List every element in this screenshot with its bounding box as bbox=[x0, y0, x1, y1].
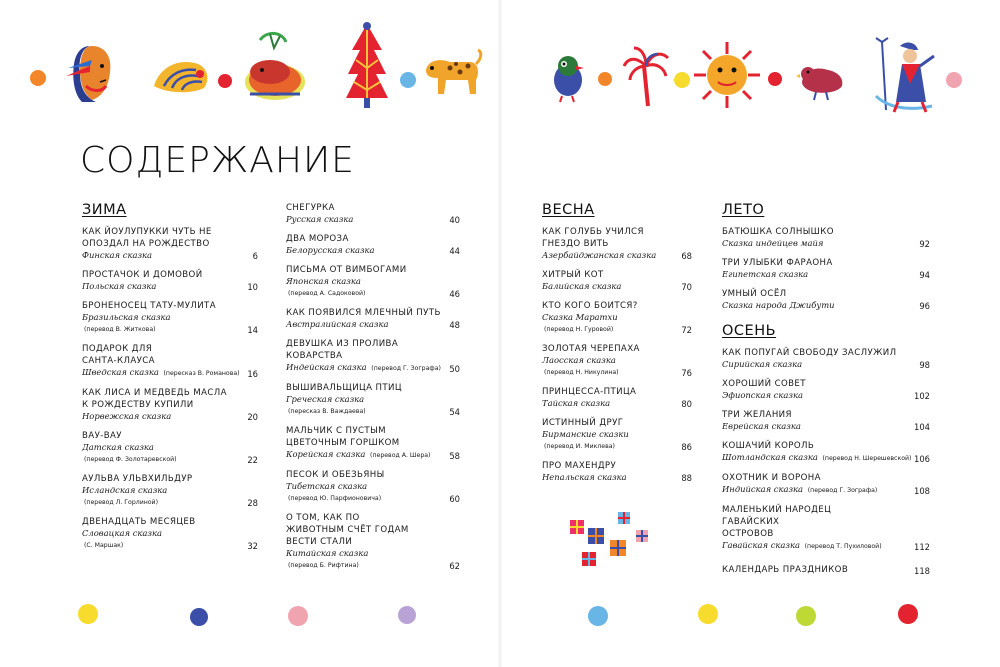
paint-dot bbox=[398, 606, 416, 624]
entry-translator: (перевод А. Садоковой) bbox=[288, 290, 366, 297]
entry-subtitle: Сказка Маратхи bbox=[542, 312, 618, 322]
entry-page: 22 bbox=[247, 455, 258, 465]
entry-title: ПРОСТАЧОК И ДОМОВОЙ bbox=[82, 270, 203, 280]
paint-dot bbox=[946, 72, 962, 88]
entry-subtitle: Тайская сказка bbox=[542, 398, 611, 408]
paint-dot bbox=[78, 604, 98, 624]
toc-entry[interactable] bbox=[82, 343, 258, 379]
entry-subtitle: Бирманские сказки bbox=[542, 429, 629, 439]
entry-page: 46 bbox=[449, 289, 460, 299]
entry-title: ВАУ-ВАУ bbox=[82, 431, 122, 441]
toc-entry[interactable] bbox=[722, 564, 930, 576]
toc-entry[interactable] bbox=[82, 226, 258, 261]
entry-title: КОШАЧИЙ КОРОЛЬ bbox=[722, 441, 815, 451]
paint-dot bbox=[698, 604, 718, 624]
red-tree-illustration bbox=[344, 20, 390, 112]
entry-subtitle: Эфиопская сказка bbox=[722, 390, 803, 400]
entry-subtitle: Сказка народа Джибути bbox=[722, 300, 835, 310]
entry-page: 16 bbox=[247, 369, 258, 379]
paint-dot bbox=[588, 606, 608, 626]
entry-title: УМНЫЙ ОСЁЛ bbox=[722, 289, 787, 299]
entry-page: 60 bbox=[449, 494, 460, 504]
entry-title: БРОНЕНОСЕЦ ТАТУ-МУЛИТА bbox=[82, 301, 216, 311]
toc-entry[interactable] bbox=[286, 307, 460, 330]
entry-page: 72 bbox=[681, 325, 692, 335]
entry-page: 14 bbox=[247, 325, 258, 335]
toc-column-2 bbox=[286, 202, 460, 579]
entry-page: 98 bbox=[919, 360, 930, 370]
entry-subtitle: Греческая сказка bbox=[286, 394, 365, 404]
entry-translator: (пересказ В. Романова) bbox=[163, 370, 240, 377]
section-heading-summer: ЛЕТО bbox=[722, 202, 765, 218]
entry-page: 96 bbox=[919, 301, 930, 311]
entry-page: 62 bbox=[449, 561, 460, 571]
entry-subtitle: Непальская сказка bbox=[542, 472, 627, 482]
entry-subtitle: Словацкая сказка bbox=[82, 528, 162, 538]
toc-entry[interactable] bbox=[542, 300, 692, 335]
paint-dot bbox=[898, 604, 918, 624]
page-gutter bbox=[497, 0, 503, 667]
toc-entry[interactable] bbox=[542, 386, 692, 409]
entry-subtitle: Индейская сказка bbox=[286, 362, 367, 372]
entry-subtitle: Японская сказка bbox=[286, 276, 361, 286]
entry-title: ДВА МОРОЗА bbox=[286, 234, 349, 244]
paint-dot bbox=[400, 72, 416, 88]
entry-title: КАК ЛИСА И МЕДВЕДЬ МАСЛА К РОЖДЕСТВУ КУПИЛИ bbox=[82, 388, 227, 410]
entry-page: 88 bbox=[681, 473, 692, 483]
toc-entry[interactable] bbox=[722, 257, 930, 280]
toc-entry[interactable] bbox=[82, 300, 258, 335]
toc-entry[interactable] bbox=[722, 504, 930, 552]
toc-entry[interactable] bbox=[722, 347, 930, 370]
native-head-illustration bbox=[62, 40, 124, 106]
entry-subtitle: Азербайджанская сказка bbox=[542, 250, 657, 260]
entry-subtitle: Датская сказка bbox=[82, 442, 154, 452]
entry-page: 68 bbox=[681, 251, 692, 261]
paint-dot bbox=[674, 72, 690, 88]
entry-subtitle: Тибетская сказка bbox=[286, 481, 368, 491]
entry-title: КАК ПОЯВИЛСЯ МЛЕЧНЫЙ ПУТЬ bbox=[286, 308, 441, 318]
toc-entry[interactable] bbox=[286, 264, 460, 299]
entry-title: ОХОТНИК И ВОРОНА bbox=[722, 473, 821, 483]
toc-entry[interactable] bbox=[542, 343, 692, 378]
toc-entry[interactable] bbox=[82, 473, 258, 508]
entry-title: ХИТРЫЙ КОТ bbox=[542, 270, 604, 280]
entry-subtitle: Еврейская сказка bbox=[722, 421, 801, 431]
toc-entry[interactable] bbox=[542, 460, 692, 483]
entry-subtitle: Гавайская сказка bbox=[722, 540, 800, 550]
entry-page: 20 bbox=[247, 412, 258, 422]
entry-page: 44 bbox=[449, 246, 460, 256]
entry-subtitle: Норвежская сказка bbox=[82, 411, 172, 421]
entry-page: 92 bbox=[919, 239, 930, 249]
entry-title: ПРО МАХЕНДРУ bbox=[542, 461, 617, 471]
toc-entry[interactable] bbox=[722, 226, 930, 249]
toc-entry[interactable] bbox=[82, 430, 258, 465]
entry-subtitle: Белорусская сказка bbox=[286, 245, 375, 255]
palm-tree-illustration bbox=[622, 44, 670, 108]
entry-subtitle: Исландская сказка bbox=[82, 485, 168, 495]
entry-translator: (перевод Ф. Золотаревской) bbox=[84, 456, 177, 463]
toc-entry[interactable] bbox=[542, 417, 692, 452]
entry-subtitle: Шотландская сказка bbox=[722, 452, 818, 462]
toc-entry[interactable] bbox=[286, 338, 460, 374]
entry-subtitle: Китайская сказка bbox=[286, 548, 369, 558]
toc-entry[interactable] bbox=[286, 512, 460, 571]
entry-page: 112 bbox=[914, 542, 930, 552]
entry-page: 50 bbox=[449, 364, 460, 374]
entry-title: ТРИ УЛЫБКИ ФАРАОНА bbox=[722, 258, 833, 268]
entry-translator: (перевод Н. Гуровой) bbox=[544, 326, 614, 333]
gift-boxes-illustration bbox=[566, 508, 652, 574]
entry-subtitle: Польская сказка bbox=[82, 281, 157, 291]
toc-entry[interactable] bbox=[82, 387, 258, 422]
entry-title: О ТОМ, КАК ПО ЖИВОТНЫМ СЧЁТ ГОДАМ ВЕСТИ СТАЛИ bbox=[286, 513, 409, 547]
toc-entry[interactable] bbox=[286, 202, 460, 225]
entry-page: 80 bbox=[681, 399, 692, 409]
entry-title: КАК ГОЛУБЬ УЧИЛСЯ ГНЕЗДО ВИТЬ bbox=[542, 227, 644, 249]
entry-translator: (перевод Н. Шерешевской) bbox=[822, 455, 912, 462]
toc-entry[interactable] bbox=[82, 269, 258, 292]
leopard-illustration bbox=[420, 48, 484, 98]
entry-title: ПОДАРОК ДЛЯ САНТА-КЛАУСА bbox=[82, 344, 155, 366]
wizard-illustration bbox=[872, 36, 938, 116]
seashell-illustration bbox=[150, 56, 212, 96]
entry-translator: (перевод А. Шера) bbox=[370, 452, 431, 459]
toc-entry[interactable] bbox=[722, 409, 930, 432]
entry-translator: (перевод Т. Пухиловой) bbox=[804, 543, 882, 550]
entry-title: ЗОЛОТАЯ ЧЕРЕПАХА bbox=[542, 344, 640, 354]
entry-translator: (пересказ В. Важдаева) bbox=[288, 408, 366, 415]
entry-translator: (перевод Б. Рифтина) bbox=[288, 562, 359, 569]
entry-translator: (перевод И. Миклева) bbox=[544, 443, 615, 450]
entry-subtitle: Египетская сказка bbox=[722, 269, 809, 279]
toc-entry[interactable] bbox=[286, 469, 460, 504]
entry-title: ХОРОШИЙ СОВЕТ bbox=[722, 379, 806, 389]
section-heading-autumn: ОСЕНЬ bbox=[722, 323, 777, 339]
entry-title: ПРИНЦЕССА-ПТИЦА bbox=[542, 387, 637, 397]
entry-page: 108 bbox=[914, 486, 930, 496]
toc-column-3 bbox=[542, 202, 692, 491]
paint-dot bbox=[190, 608, 208, 626]
entry-title: МАЛЕНЬКИЙ НАРОДЕЦ ГАВАЙСКИХ ОСТРОВОВ bbox=[722, 505, 832, 539]
entry-translator: (перевод Н. Никулина) bbox=[544, 369, 619, 376]
toc-entry[interactable] bbox=[722, 440, 930, 464]
entry-page: 118 bbox=[914, 566, 930, 576]
entry-page: 6 bbox=[252, 251, 258, 261]
entry-page: 106 bbox=[914, 454, 930, 464]
entry-title: ТРИ ЖЕЛАНИЯ bbox=[722, 410, 792, 420]
toc-entry[interactable] bbox=[82, 516, 258, 551]
paint-dot bbox=[796, 606, 816, 626]
entry-title: КАЛЕНДАРЬ ПРАЗДНИКОВ bbox=[722, 565, 849, 575]
entry-subtitle: Русская сказка bbox=[286, 214, 354, 224]
toc-entry[interactable] bbox=[286, 425, 460, 461]
sun-illustration bbox=[692, 40, 762, 110]
entry-subtitle: Финская сказка bbox=[82, 250, 153, 260]
entry-subtitle: Сказка индейцев майя bbox=[722, 238, 824, 248]
toc-entry[interactable] bbox=[286, 382, 460, 417]
paint-dot bbox=[218, 74, 232, 88]
toc-entry[interactable] bbox=[286, 233, 460, 256]
entry-title: МАЛЬЧИК С ПУСТЫМ ЦВЕТОЧНЫМ ГОРШКОМ bbox=[286, 426, 400, 448]
entry-title: АУЛЬВА УЛЬВХИЛЬДУР bbox=[82, 474, 193, 484]
paint-dot bbox=[598, 72, 612, 86]
entry-title: ПЕСОК И ОБЕЗЬЯНЫ bbox=[286, 470, 385, 480]
paint-dot bbox=[30, 70, 46, 86]
toc-column-4 bbox=[722, 202, 930, 584]
entry-page: 70 bbox=[681, 282, 692, 292]
paint-dot bbox=[288, 606, 308, 626]
entry-subtitle: Сирийская сказка bbox=[722, 359, 803, 369]
entry-subtitle: Корейская сказка bbox=[286, 449, 366, 459]
entry-page: 28 bbox=[247, 498, 258, 508]
entry-page: 40 bbox=[449, 215, 460, 225]
entry-page: 32 bbox=[247, 541, 258, 551]
entry-title: ИСТИННЫЙ ДРУГ bbox=[542, 418, 624, 428]
entry-subtitle: Лаосская сказка bbox=[542, 355, 616, 365]
toc-entry[interactable] bbox=[722, 472, 930, 496]
entry-subtitle: Индийская сказка bbox=[722, 484, 804, 494]
entry-page: 86 bbox=[681, 442, 692, 452]
hippo-on-drum-illustration bbox=[240, 28, 310, 108]
entry-title: КАК ПОПУГАЙ СВОБОДУ ЗАСЛУЖИЛ bbox=[722, 348, 897, 358]
entry-translator: (перевод Г. Зографа) bbox=[371, 365, 441, 372]
entry-translator: (С. Маршак) bbox=[84, 542, 124, 549]
entry-page: 76 bbox=[681, 368, 692, 378]
entry-translator: (перевод В. Житкова) bbox=[84, 326, 156, 333]
toc-column-1 bbox=[82, 202, 258, 559]
toc-entry[interactable] bbox=[722, 288, 930, 311]
bird-illustration bbox=[548, 52, 590, 104]
entry-page: 48 bbox=[449, 320, 460, 330]
paint-dot bbox=[768, 72, 782, 86]
entry-subtitle: Шведская сказка bbox=[82, 367, 159, 377]
entry-title: ПИСЬМА ОТ ВИМБОГАМИ bbox=[286, 265, 407, 275]
entry-subtitle: Балийская сказка bbox=[542, 281, 622, 291]
entry-translator: (перевод Л. Горлиной) bbox=[84, 499, 158, 506]
entry-subtitle: Австралийская сказка bbox=[286, 319, 389, 329]
section-heading-winter: ЗИМА bbox=[82, 202, 127, 218]
page-title: СОДЕРЖАНИЕ bbox=[80, 140, 355, 181]
entry-translator: (перевод Г. Зографа) bbox=[807, 487, 878, 494]
toc-entry[interactable] bbox=[542, 269, 692, 292]
toc-entry[interactable] bbox=[542, 226, 692, 261]
entry-title: ДВЕНАДЦАТЬ МЕСЯЦЕВ bbox=[82, 517, 196, 527]
section-heading-spring: ВЕСНА bbox=[542, 202, 595, 218]
toc-entry[interactable] bbox=[722, 378, 930, 401]
entry-page: 102 bbox=[914, 391, 930, 401]
entry-title: ДЕВУШКА ИЗ ПРОЛИВА КОВАРСТВА bbox=[286, 339, 399, 361]
entry-title: ВЫШИВАЛЬЩИЦА ПТИЦ bbox=[286, 383, 402, 393]
entry-subtitle: Бразильская сказка bbox=[82, 312, 171, 322]
entry-page: 94 bbox=[919, 270, 930, 280]
entry-title: СНЕГУРКА bbox=[286, 203, 335, 213]
entry-title: КТО КОГО БОИТСЯ? bbox=[542, 301, 638, 311]
entry-title: БАТЮШКА СОЛНЫШКО bbox=[722, 227, 834, 237]
entry-page: 58 bbox=[449, 451, 460, 461]
entry-title: КАК ЙОУЛУПУККИ ЧУТЬ НЕ ОПОЗДАЛ НА РОЖДЕСТВО bbox=[82, 227, 212, 249]
crow-illustration bbox=[796, 56, 848, 102]
entry-page: 104 bbox=[914, 422, 930, 432]
entry-page: 54 bbox=[449, 407, 460, 417]
entry-translator: (перевод Ю. Парфионовича) bbox=[288, 495, 382, 502]
entry-page: 10 bbox=[247, 282, 258, 292]
